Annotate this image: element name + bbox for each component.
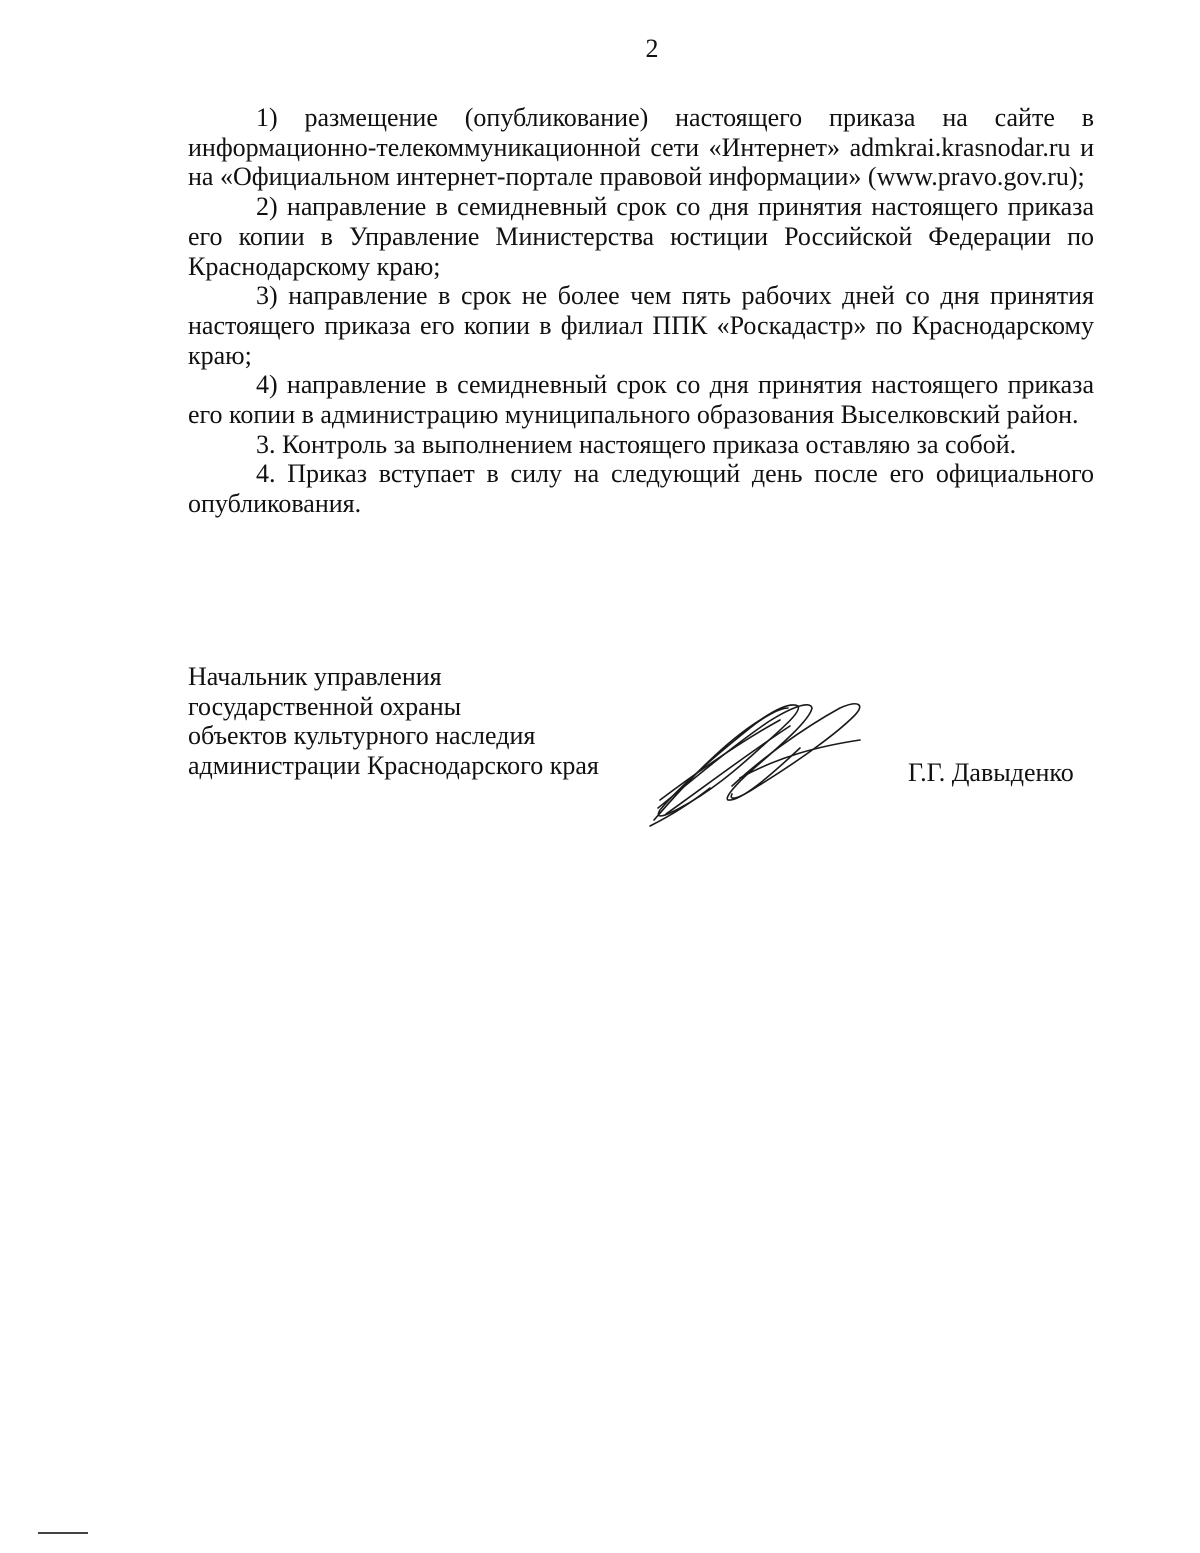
position-line: администрации Краснодарского края — [188, 750, 599, 780]
scan-edge-mark — [38, 1532, 88, 1534]
paragraph-publication: 1) размещение (опубликование) настоящего приказа на сайте в информационно-телекоммуникационной сети «Интернет» admkrai.krasnodar.ru и на «Официальном интернет-портале правовой информации» (www.pravo.gov.ru); — [188, 103, 1094, 192]
paragraph-control: 3. Контроль за выполнением настоящего приказа оставляю за собой. — [256, 429, 1017, 459]
page-number: 2 — [645, 34, 659, 63]
handwritten-signature — [640, 690, 870, 830]
paragraph-municipality-copy: 4) направление в семидневный срок со дня принятия настоящего приказа его копии в администрацию муниципального образования Выселковский район. — [188, 370, 1094, 430]
document-body — [188, 103, 1094, 519]
position-line: Начальник управления — [188, 662, 442, 691]
signatory-position — [188, 662, 608, 780]
paragraph-roskadastr-copy: 3) направление в срок не более чем пять рабочих дней со дня принятия настоящего приказа его копии в филиал ППК «Роскадастр» по Краснодарскому краю; — [188, 281, 1094, 370]
signer-name: Г.Г. Давыденко — [908, 758, 1074, 787]
paragraph-effective-date: 4. Приказ вступает в силу на следующий день после его официального опубликования. — [188, 459, 1094, 519]
position-line: государственной охраны — [188, 691, 462, 721]
paragraph-ministry-copy: 2) направление в семидневный срок со дня принятия настоящего приказа его копии в Управление Министерства юстиции Российской Федерации по Краснодарскому краю; — [188, 192, 1094, 281]
position-line: объектов культурного наследия — [188, 721, 536, 750]
